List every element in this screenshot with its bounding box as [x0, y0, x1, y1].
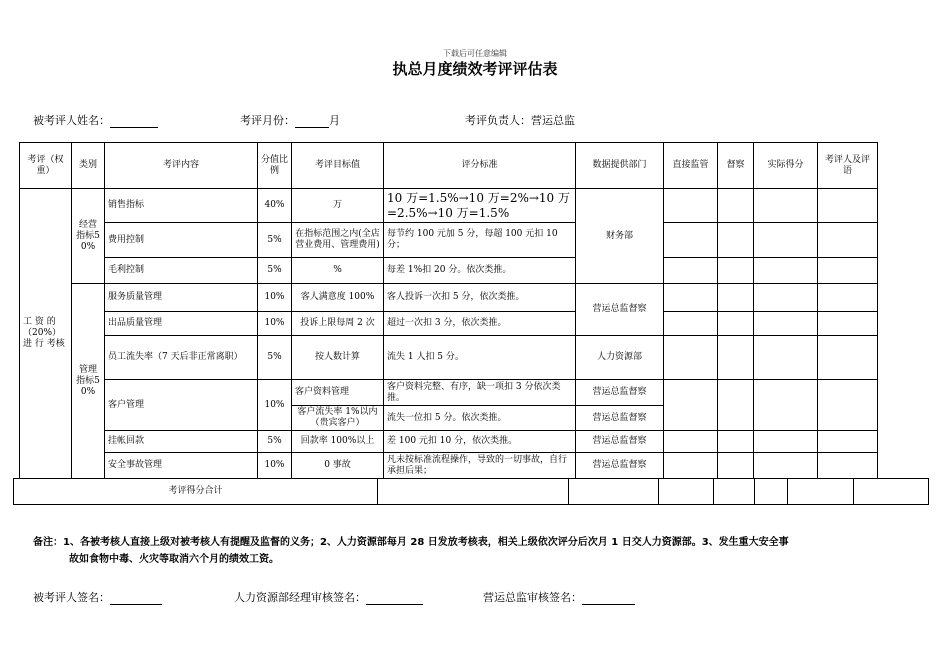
table-row — [20, 380, 878, 406]
info-owner: 考评负责人：营运总监 — [465, 114, 575, 127]
remark — [33, 534, 923, 568]
score-cell[interactable] — [754, 223, 818, 258]
inspect-cell[interactable] — [718, 312, 754, 336]
header-evaluator: 考评人及评语 — [818, 143, 878, 189]
header-row — [20, 143, 878, 189]
direct-cell[interactable] — [664, 189, 718, 223]
ratio-cell: 5% — [258, 336, 292, 380]
target-cell: 投诉上限每周 2 次 — [292, 312, 384, 336]
month-blank[interactable] — [295, 116, 329, 128]
standard-cell: 流失一位扣 5 分。依次类推。 — [384, 406, 576, 431]
signature-evaluatee — [33, 589, 162, 605]
evaluator-cell[interactable] — [818, 284, 878, 312]
standard-cell: 客人投诉一次扣 5 分，依次类推。 — [384, 284, 576, 312]
header-score: 实际得分 — [754, 143, 818, 189]
month-label: 考评月份： — [240, 114, 295, 127]
inspect-cell[interactable] — [718, 284, 754, 312]
direct-cell[interactable] — [664, 431, 718, 453]
header-weight: 考评（权重） — [20, 143, 72, 189]
dept-cell: 营运总监督察 — [576, 406, 664, 431]
ratio-cell: 5% — [258, 223, 292, 258]
name-label: 被考评人姓名： — [33, 114, 110, 127]
total-blank-cell[interactable] — [755, 479, 788, 505]
header-ratio: 分值比例 — [258, 143, 292, 189]
dept-cell: 营运总监督察 — [576, 453, 664, 479]
ratio-cell: 10% — [258, 380, 292, 431]
score-cell[interactable] — [754, 431, 818, 453]
info-name — [33, 112, 158, 128]
signature-hr-blank[interactable] — [366, 593, 423, 605]
standard-cell: 差 100 元扣 10 分，依次类推。 — [384, 431, 576, 453]
total-inspect-cell[interactable] — [714, 479, 755, 505]
content-cell: 服务质量管理 — [105, 284, 258, 312]
direct-cell[interactable] — [664, 223, 718, 258]
direct-cell[interactable] — [664, 336, 718, 380]
standard-cell: 10 万=1.5%→10 万=2%→10 万=2.5%→10 万=1.5% — [384, 189, 576, 223]
remark-line-1: 备注：1、各被考核人直接上级对被考核人有提醒及监督的义务；2、人力资源部每月 28 日发放考核表，相关上级依次评分后次月 1 日交人力资源部。3、发生重大安全事 — [33, 537, 789, 548]
ratio-cell: 10% — [258, 284, 292, 312]
target-cell: 客户资料管理 — [292, 380, 384, 406]
table-row — [20, 431, 878, 453]
total-score-cell[interactable] — [788, 479, 854, 505]
evaluator-cell[interactable] — [818, 223, 878, 258]
evaluator-cell[interactable] — [818, 336, 878, 380]
dept-cell: 财务部 — [576, 189, 664, 284]
evaluator-cell[interactable] — [818, 312, 878, 336]
direct-cell[interactable] — [664, 380, 718, 431]
inspect-cell[interactable] — [718, 453, 754, 479]
total-table — [13, 478, 929, 505]
month-suffix: 月 — [329, 114, 340, 127]
score-cell[interactable] — [754, 453, 818, 479]
direct-cell[interactable] — [664, 284, 718, 312]
target-cell: 在指标范围之内(全店营业费用、管理费用) — [292, 223, 384, 258]
signature-ops-label: 营运总监审核签名： — [483, 591, 582, 604]
name-blank[interactable] — [110, 116, 158, 128]
remark-line-2: 故如食物中毒、火灾等取消六个月的绩效工资。 — [69, 554, 279, 565]
score-cell[interactable] — [754, 312, 818, 336]
table-row — [20, 312, 878, 336]
dept-cell: 人力资源部 — [576, 336, 664, 380]
standard-cell: 超过一次扣 3 分，依次类推。 — [384, 312, 576, 336]
standard-cell: 每节约 100 元加 5 分，每超 100 元扣 10 分； — [384, 223, 576, 258]
content-cell: 销售指标 — [105, 189, 258, 223]
signature-ops — [483, 589, 635, 605]
score-cell[interactable] — [754, 258, 818, 284]
signature-evaluatee-label: 被考评人签名： — [33, 591, 110, 604]
info-month — [240, 112, 340, 128]
total-standard-cell[interactable] — [378, 479, 569, 505]
evaluator-cell[interactable] — [818, 258, 878, 284]
ratio-cell: 10% — [258, 453, 292, 479]
target-cell: 回款率 100%以上 — [292, 431, 384, 453]
header-content: 考评内容 — [105, 143, 258, 189]
target-cell: 按人数计算 — [292, 336, 384, 380]
total-direct-cell[interactable] — [659, 479, 714, 505]
score-cell[interactable] — [754, 336, 818, 380]
total-evaluator-cell[interactable] — [854, 479, 929, 505]
header-standard: 评分标准 — [384, 143, 576, 189]
total-row — [14, 479, 929, 505]
weight-cell: 工 资 的（20%）进 行 考核 — [20, 189, 72, 479]
content-cell: 客户管理 — [105, 380, 258, 431]
table-row — [20, 223, 878, 258]
target-cell: 客户流失率 1%以内（贵宾客户） — [292, 406, 384, 431]
inspect-cell[interactable] — [718, 258, 754, 284]
total-label: 考评得分合计 — [14, 479, 378, 505]
header-direct: 直接监管 — [664, 143, 718, 189]
dept-cell: 营运总监督察 — [576, 284, 664, 336]
target-cell: 万 — [292, 189, 384, 223]
evaluator-cell[interactable] — [818, 431, 878, 453]
table-row — [20, 258, 878, 284]
ratio-cell: 10% — [258, 312, 292, 336]
standard-cell: 凡未按标准流程操作，导致的一切事故，自行承担后果； — [384, 453, 576, 479]
content-cell: 毛利控制 — [105, 258, 258, 284]
target-cell: 0 事故 — [292, 453, 384, 479]
table-row — [20, 453, 878, 479]
header-category: 类别 — [72, 143, 105, 189]
content-cell: 费用控制 — [105, 223, 258, 258]
ratio-cell: 5% — [258, 431, 292, 453]
direct-cell[interactable] — [664, 312, 718, 336]
content-cell: 挂帐回款 — [105, 431, 258, 453]
evaluator-cell[interactable] — [818, 453, 878, 479]
content-cell: 员工流失率（7 天后非正常离职） — [105, 336, 258, 380]
header-inspect: 督察 — [718, 143, 754, 189]
page-title: 执总月度绩效考评评估表 — [392, 60, 558, 78]
signature-ops-blank[interactable] — [582, 593, 635, 605]
category-management: 管理指标50% — [72, 284, 105, 479]
standard-cell: 流失 1 人扣 5 分。 — [384, 336, 576, 380]
inspect-cell[interactable] — [718, 431, 754, 453]
evaluator-cell[interactable] — [818, 189, 878, 223]
content-cell: 出品质量管理 — [105, 312, 258, 336]
target-cell: % — [292, 258, 384, 284]
signature-evaluatee-blank[interactable] — [110, 593, 162, 605]
table-row — [20, 336, 878, 380]
ratio-cell: 40% — [258, 189, 292, 223]
header-target: 考评目标值 — [292, 143, 384, 189]
total-dept-cell[interactable] — [569, 479, 659, 505]
inspect-cell[interactable] — [718, 380, 754, 431]
ratio-cell: 5% — [258, 258, 292, 284]
table-row — [20, 189, 878, 223]
evaluator-cell[interactable] — [818, 380, 878, 431]
header-dept: 数据提供部门 — [576, 143, 664, 189]
inspect-cell[interactable] — [718, 336, 754, 380]
direct-cell[interactable] — [664, 258, 718, 284]
standard-cell: 每差 1%扣 20 分。依次类推。 — [384, 258, 576, 284]
signature-hr-label: 人力资源部经理审核签名： — [234, 591, 366, 604]
evaluation-table — [19, 142, 878, 479]
content-cell: 安全事故管理 — [105, 453, 258, 479]
dept-cell: 营运总监督察 — [576, 380, 664, 406]
score-cell[interactable] — [754, 380, 818, 431]
inspect-cell[interactable] — [718, 189, 754, 223]
inspect-cell[interactable] — [718, 223, 754, 258]
score-cell[interactable] — [754, 189, 818, 223]
target-cell: 客人满意度 100% — [292, 284, 384, 312]
top-note: 下载后可任意编辑 — [443, 49, 507, 58]
score-cell[interactable] — [754, 284, 818, 312]
table-row — [20, 284, 878, 312]
category-operations: 经营指标50% — [72, 189, 105, 284]
standard-cell: 客户资料完整、有序，缺一项扣 3 分依次类推。 — [384, 380, 576, 406]
direct-cell[interactable] — [664, 453, 718, 479]
dept-cell: 营运总监督察 — [576, 431, 664, 453]
signature-hr — [234, 589, 423, 605]
